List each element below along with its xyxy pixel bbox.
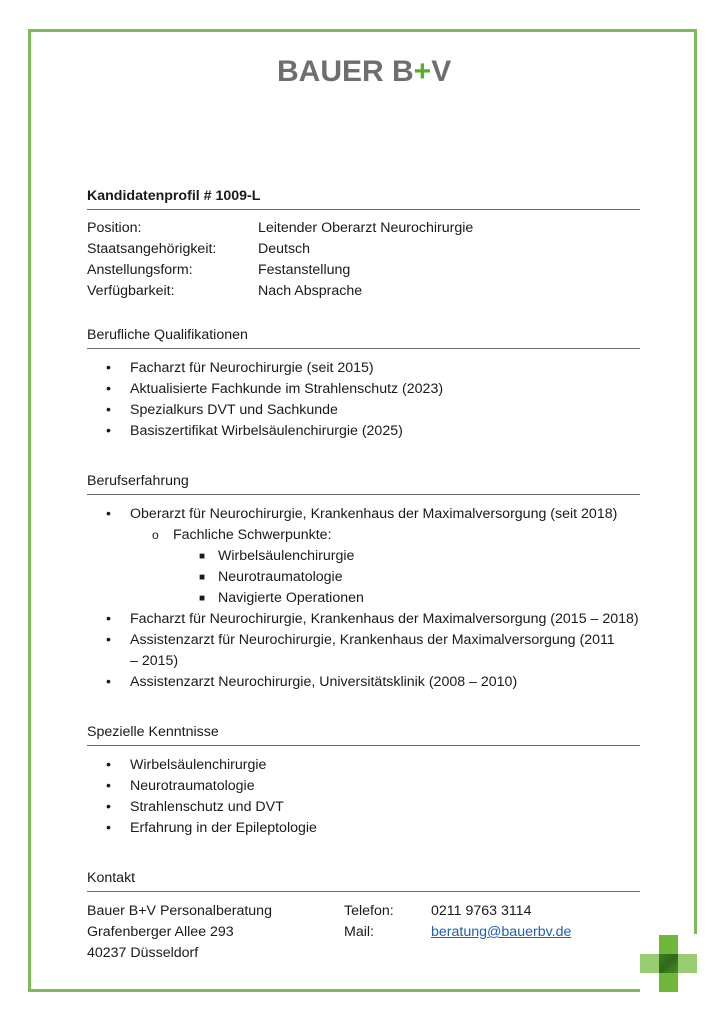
experience-list [87,504,640,693]
bullet-disc-icon: • [106,757,111,773]
divider [87,348,640,349]
bullet-disc-icon: • [106,778,111,794]
bullet-square-icon: ■ [199,572,206,583]
bullet-disc-icon: • [106,360,111,376]
phone-number: 0211 9763 3114 [431,903,532,919]
bullet-disc-icon: • [106,674,111,690]
list-item-text: Erfahrung in der Epileptologie [130,820,317,836]
field-label: Staatsangehörigkeit: [87,241,217,257]
sub-sub-list-item [87,588,640,609]
field-nationality [87,239,640,260]
divider [87,209,640,210]
city: 40237 Düsseldorf [87,945,199,961]
sub-list-item [87,525,640,546]
list-item-text: Assistenzarzt Neurochirurgie, Universitätsklinik (2008 – 2010) [130,674,518,690]
qualifications-heading: Berufliche Qualifikationen [87,327,248,343]
list-item [87,421,640,442]
candidate-profile-document [87,186,640,964]
sub-sub-list-item [87,567,640,588]
list-item [87,358,640,379]
frame-border-bottom [28,989,640,992]
divider [87,494,640,495]
bullet-disc-icon: • [106,506,111,522]
bullet-circle-icon: o [152,528,159,542]
logo-text-left: BAUER B [277,55,414,88]
list-item-text: Oberarzt für Neurochirurgie, Krankenhaus der Maximalversorgung (seit 2018) [130,506,618,522]
field-value: Festanstellung [258,262,351,278]
bullet-square-icon: ■ [199,593,206,604]
field-label: Verfügbarkeit: [87,283,175,299]
contact-values [431,901,571,964]
contact-labels [344,901,431,964]
bullet-disc-icon: • [106,820,111,836]
company-logo [277,57,451,87]
divider [87,891,640,892]
list-item-text: Basiszertifikat Wirbelsäulenchirurgie (2025) [130,423,403,439]
qualifications-list [87,358,640,442]
list-item [87,818,640,839]
list-item [87,400,640,421]
bullet-disc-icon: • [106,402,111,418]
bullet-disc-icon: • [106,799,111,815]
list-item-text: Assistenzarzt für Neurochirurgie, Krankenhaus der Maximalversorgung (2011 – 2015) [130,632,615,669]
mail-label: Mail: [344,924,374,940]
bullet-disc-icon: • [106,381,111,397]
frame-border-right [694,29,697,934]
frame-border-left [28,29,31,992]
frame-border-top [28,29,697,32]
skills-heading: Spezielle Kenntnisse [87,724,219,740]
bullet-disc-icon: • [106,632,111,648]
field-label: Anstellungsform: [87,262,193,278]
list-item-text: Facharzt für Neurochirurgie, Krankenhaus der Maximalversorgung (2015 – 2018) [130,611,639,627]
list-item [87,609,640,630]
list-item [87,797,640,818]
list-item-text: Wirbelsäulenchirurgie [218,548,355,564]
contact-block [87,901,640,964]
street-address: Grafenberger Allee 293 [87,924,234,940]
sub-sub-list-item [87,546,640,567]
logo-text-right: V [431,55,452,88]
field-value: Nach Absprache [258,283,363,299]
field-availability [87,281,640,302]
bullet-square-icon: ■ [199,551,206,562]
field-position [87,218,640,239]
list-item-text: Fachliche Schwerpunkte: [173,527,332,543]
list-item [87,672,640,693]
logo-plus-icon: + [413,55,432,88]
field-label: Position: [87,220,142,236]
list-item-text: Facharzt für Neurochirurgie (seit 2015) [130,360,374,376]
list-item-text: Spezialkurs DVT und Sachkunde [130,402,338,418]
profile-title: Kandidatenprofil # 1009-L [87,188,261,204]
list-item-text: Strahlenschutz und DVT [130,799,284,815]
list-item-text: Navigierte Operationen [218,590,364,606]
list-item-text: Aktualisierte Fachkunde im Strahlenschutz (2023) [130,381,444,397]
email-link[interactable]: beratung@bauerbv.de [431,924,572,940]
experience-heading: Berufserfahrung [87,473,189,489]
list-item [87,776,640,797]
phone-label: Telefon: [344,903,394,919]
skills-list [87,755,640,839]
contact-address [87,901,344,964]
list-item [87,379,640,400]
field-value: Deutsch [258,241,311,257]
list-item-text: Neurotraumatologie [218,569,343,585]
contact-heading: Kontakt [87,870,136,886]
divider [87,745,640,746]
list-item [87,755,640,776]
list-item-text: Wirbelsäulenchirurgie [130,757,267,773]
list-item-text: Neurotraumatologie [130,778,255,794]
bullet-disc-icon: • [106,423,111,439]
profile-fields [87,218,640,302]
company-name: Bauer B+V Personalberatung [87,903,272,919]
bullet-disc-icon: • [106,611,111,627]
list-item [87,504,640,525]
cross-center [659,954,678,973]
field-employment-type [87,260,640,281]
field-value: Leitender Oberarzt Neurochirurgie [258,220,474,236]
list-item [87,630,640,672]
